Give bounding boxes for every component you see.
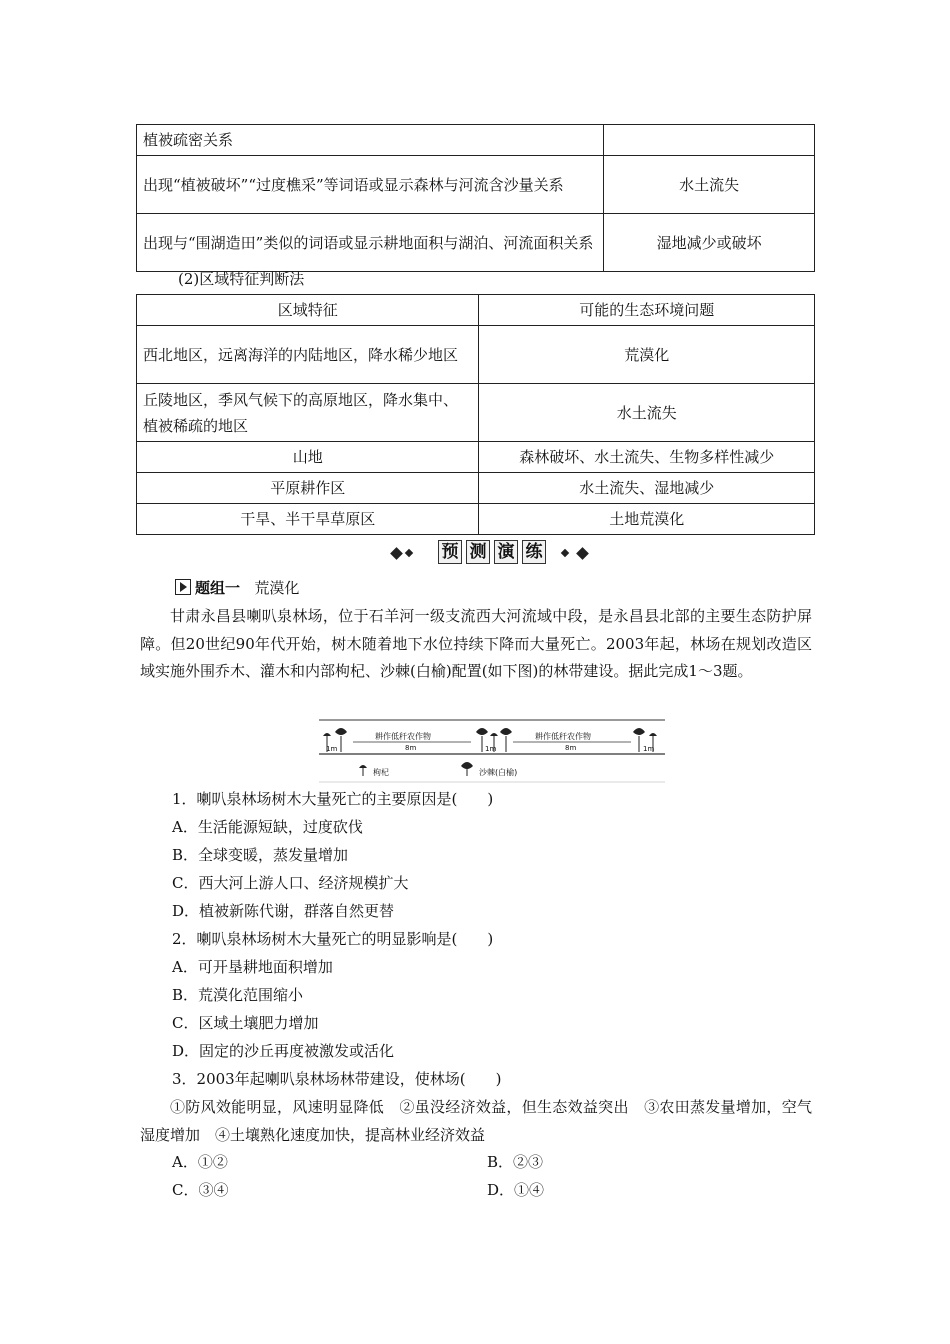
distance-label: 8m (405, 744, 417, 752)
diamond-icon (405, 549, 413, 557)
answer-option: D．植被新陈代谢，群落自然更替 (172, 902, 395, 920)
table-cell: 森林破坏、水土流失、生物多样性减少 (479, 442, 815, 473)
distance-label: 8m (565, 744, 577, 752)
table-row (137, 125, 815, 156)
table-cell: 植被疏密关系 (137, 125, 604, 156)
intro-paragraph: 甘肃永昌县喇叭泉林场，位于石羊河一级支流西大河流域中段，是永昌县北部的主要生态防护屏障。但20世纪90年代开始，树木随着地下水位持续下降而大量死亡。2003年起，林场在规划改造区域实施外围乔木、灌木和内部枸杞、沙棘(白榆)配置(如下图)的林带建设。据此完成1～3题。 (140, 607, 812, 680)
banner-char: 预 (438, 540, 462, 564)
table-cell: 平原耕作区 (137, 473, 479, 504)
answer-option: D．①④ (487, 1181, 545, 1199)
play-icon (175, 579, 191, 595)
table-row (137, 384, 815, 442)
question-group-heading (175, 577, 299, 598)
table-cell: 西北地区，远离海洋的内陆地区，降水稀少地区 (137, 326, 479, 384)
banner-char: 测 (466, 540, 490, 564)
answer-option: D．固定的沙丘再度被激发或活化 (172, 1042, 395, 1060)
table-cell: 荒漠化 (479, 326, 815, 384)
legend-label: 沙棘(白榆) (479, 768, 518, 777)
table-cell: 水土流失 (479, 384, 815, 442)
group-label: 题组一 (195, 579, 241, 597)
section-banner (390, 540, 600, 566)
table-cell: 土地荒漠化 (479, 504, 815, 535)
forest-belt-figure (313, 718, 671, 784)
question-stem: 3．2003年起喇叭泉林场林带建设，使林场( ) (172, 1070, 502, 1088)
answer-option: C．西大河上游人口、经济规模扩大 (172, 874, 409, 892)
table-header-row (137, 295, 815, 326)
answer-option: A．可开垦耕地面积增加 (172, 958, 333, 976)
statement-list: ①防风效能明显，风速明显降低 ②虽没经济效益，但生态效益突出 ③农田蒸发量增加，空气湿度增加 ④土壤熟化速度加快，提高林业经济效益 (140, 1098, 812, 1144)
column-header: 区域特征 (137, 295, 479, 326)
table-row (137, 504, 815, 535)
indicator-table (136, 124, 815, 272)
distance-label: 1m (485, 745, 497, 753)
answer-option: A．①② (172, 1153, 228, 1171)
table-cell (604, 125, 815, 156)
distance-label: 1m (643, 745, 655, 753)
table-row (137, 156, 815, 214)
banner-char: 练 (522, 540, 546, 564)
forest-belt-diagram (313, 718, 671, 784)
answer-option: B．全球变暖，蒸发量增加 (172, 846, 349, 864)
legend-label: 枸杞 (373, 768, 389, 777)
table-cell: 干旱、半干旱草原区 (137, 504, 479, 535)
crop-label: 耕作低秆农作物 (535, 732, 591, 741)
table-row (137, 326, 815, 384)
group-topic: 荒漠化 (254, 579, 300, 597)
answer-option: B．荒漠化范围缩小 (172, 986, 304, 1004)
region-feature-table (136, 294, 815, 535)
diamond-icon (561, 549, 569, 557)
answer-option: C．区域土壤肥力增加 (172, 1014, 319, 1032)
table-cell: 湿地减少或破坏 (604, 214, 815, 272)
banner-char: 演 (494, 540, 518, 564)
answer-option: B．②③ (487, 1153, 544, 1171)
question-stem: 1．喇叭泉林场树木大量死亡的主要原因是( ) (172, 790, 494, 808)
table-row (137, 473, 815, 504)
table-cell: 出现与“围湖造田”类似的词语或显示耕地面积与湖泊、河流面积关系 (137, 214, 604, 272)
crop-label: 耕作低秆农作物 (375, 732, 431, 741)
table-cell: 出现“植被破坏”“过度樵采”等词语或显示森林与河流含沙量关系 (137, 156, 604, 214)
diamond-icon (576, 547, 589, 560)
table-cell: 丘陵地区，季风气候下的高原地区，降水集中、植被稀疏的地区 (137, 384, 479, 442)
table-row (137, 442, 815, 473)
column-header: 可能的生态环境问题 (479, 295, 815, 326)
question-stem: 2．喇叭泉林场树木大量死亡的明显影响是( ) (172, 930, 494, 948)
table-cell: 山地 (137, 442, 479, 473)
diamond-icon (390, 547, 403, 560)
table-cell: 水土流失 (604, 156, 815, 214)
table-row (137, 214, 815, 272)
distance-label: 1m (326, 745, 338, 753)
method-title: (2)区域特征判断法 (178, 270, 305, 288)
answer-option: C．③④ (172, 1181, 229, 1199)
table-cell: 水土流失、湿地减少 (479, 473, 815, 504)
answer-option: A．生活能源短缺，过度砍伐 (172, 818, 363, 836)
